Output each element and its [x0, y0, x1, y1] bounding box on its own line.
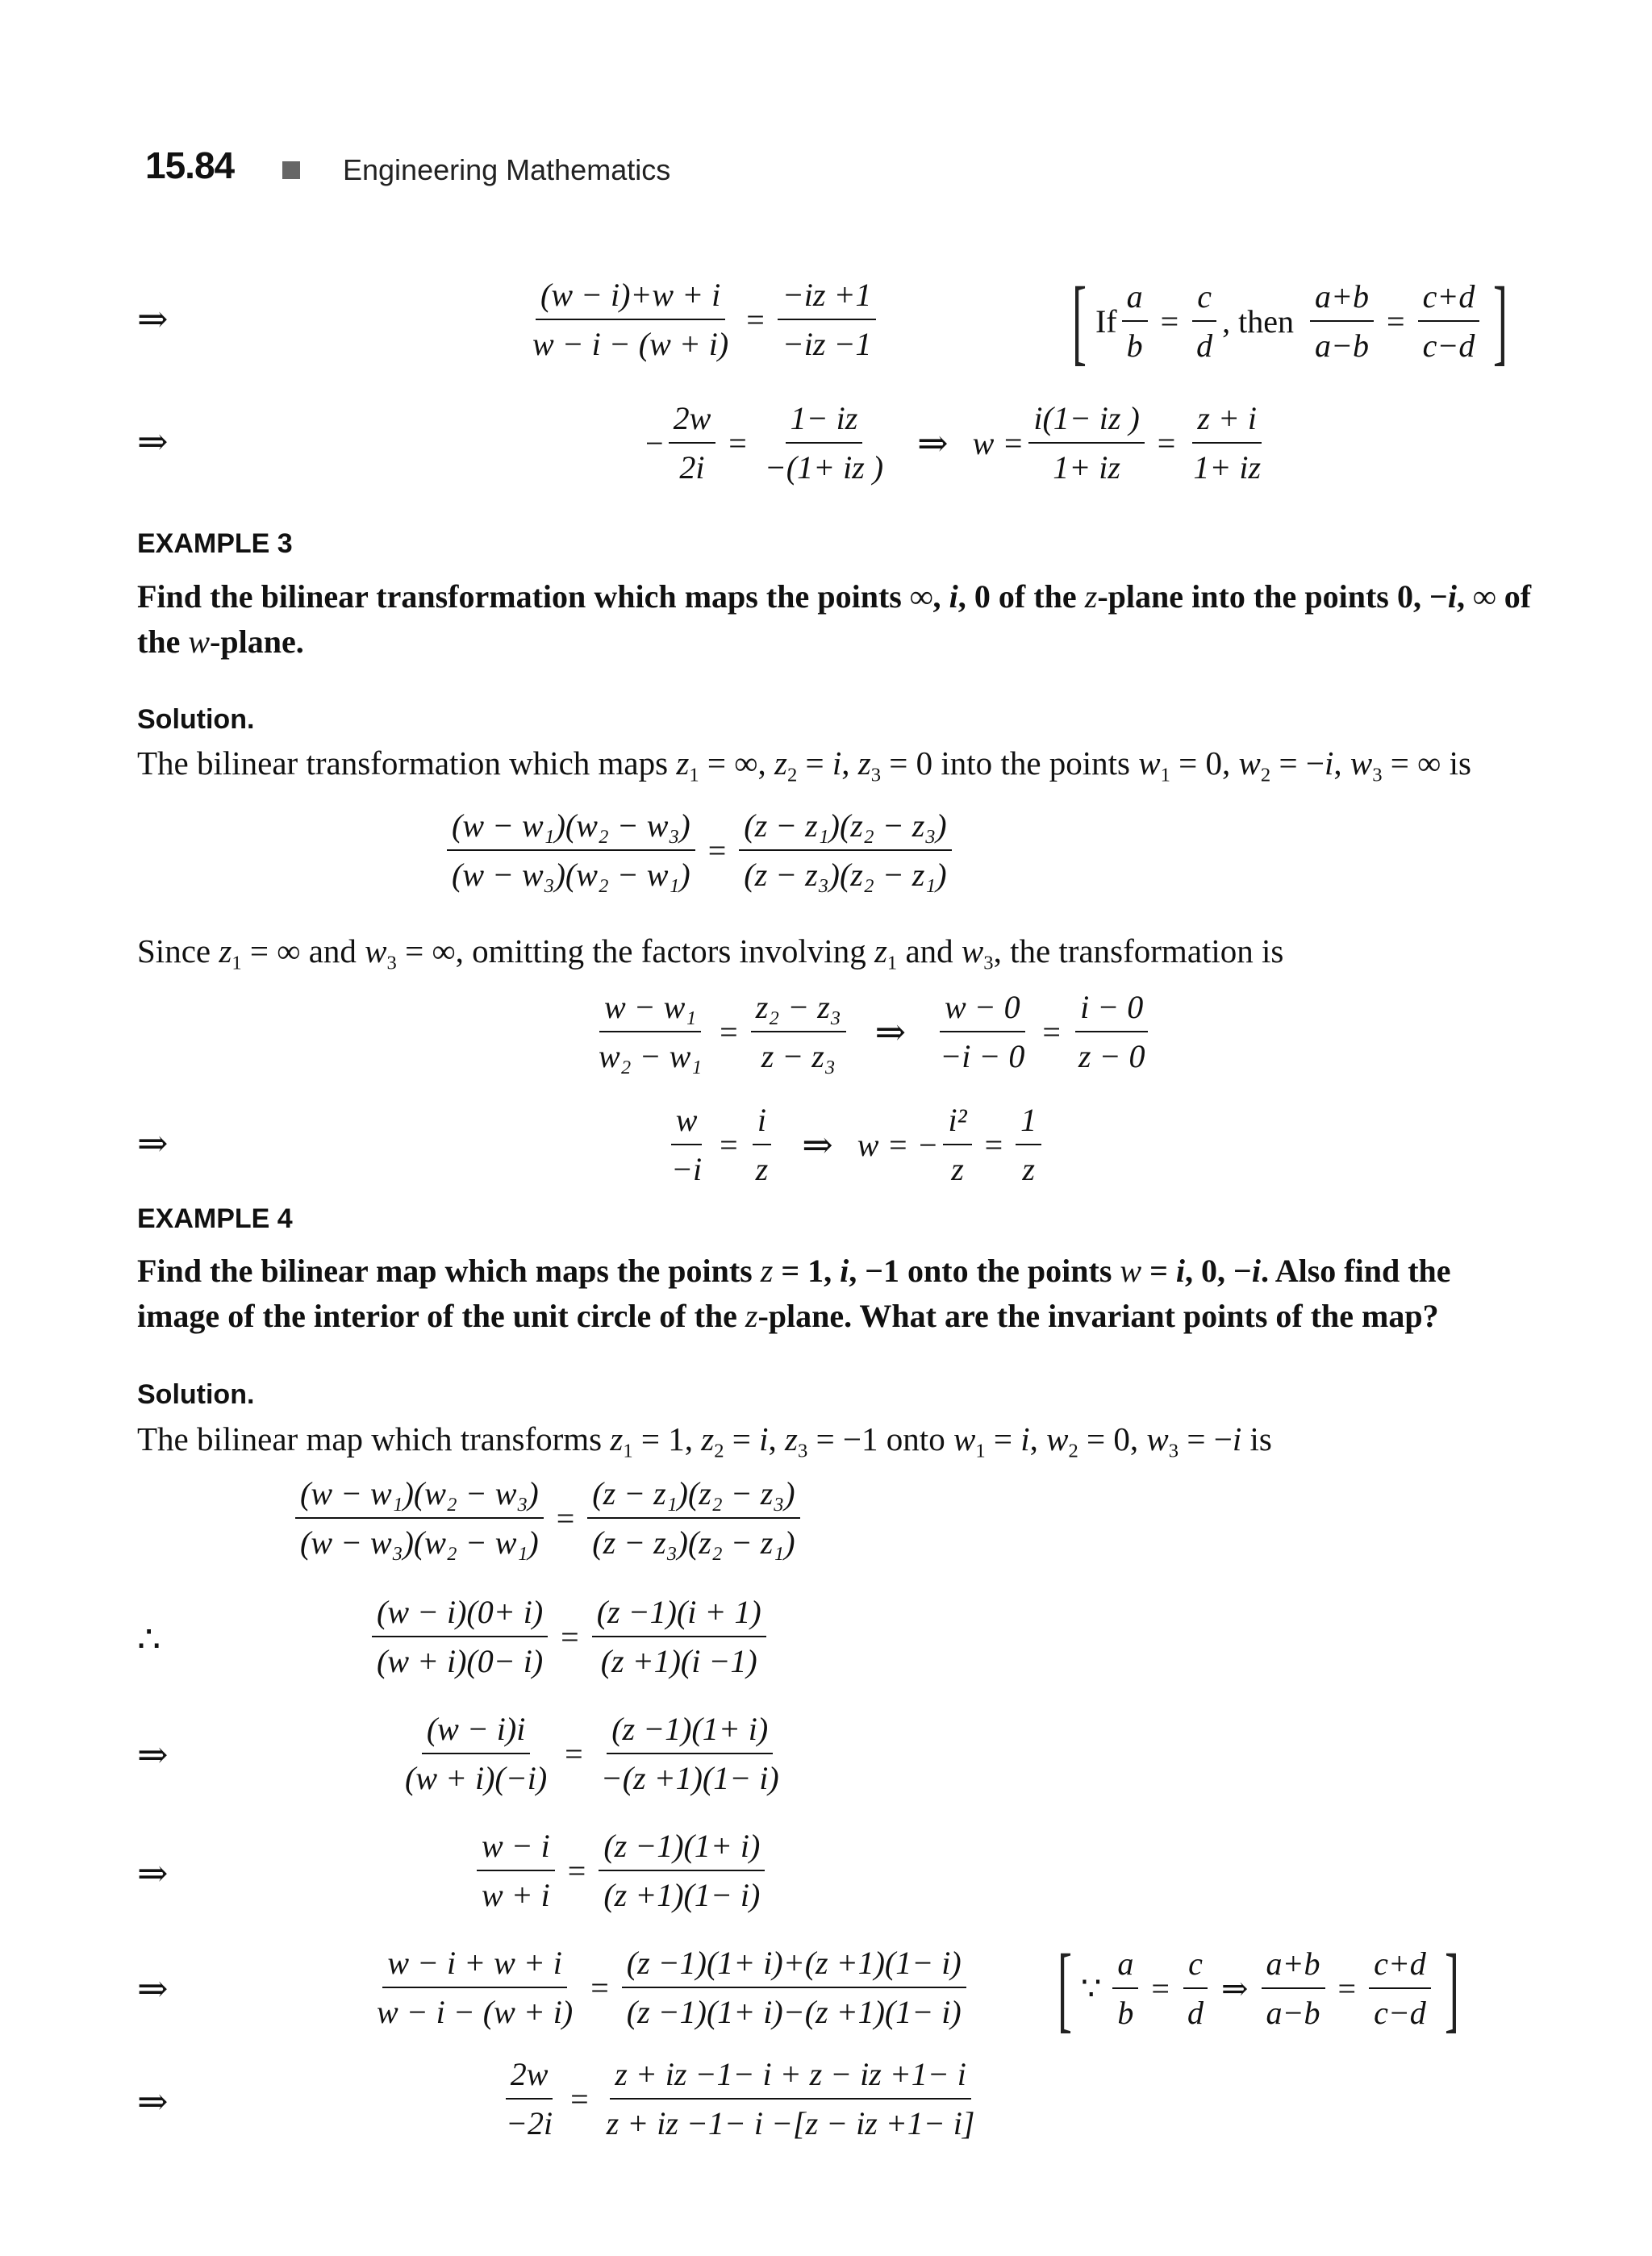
equation: $\frac{\text{w − w₁}}{\text{w₂ − w₁}}$ = $\frac{\text{z₂ − z₃}}{\text{z − z₃}}$ ⇒ $\frac{w - 0}{-i - 0}$ = $\frac{i - 0}{z - 0}$ — [589, 988, 1154, 1075]
hint-bracket: [ If $\frac{a}{b}$ = $\frac{c}{d}$ , then $\frac{a+b}{a-b}$ = $\frac{c+d}{c-d}$ ] — [1071, 267, 1508, 374]
example-4-solution-label: Solution. — [137, 1379, 255, 1410]
implies-symbol: ⇒ — [137, 1734, 169, 1775]
example-4-problem: Find the bilinear map which maps the points z = 1, i, −1 onto the points w = i, 0, −i. Also find the image of the interior of the unit circle of the z-plane. What are the invariant points of the map? — [137, 1253, 1451, 1334]
equation: $\frac{w - i}{w + i}$ = $\frac{(z -1)(1+ i)}{(z +1)(1- i)}$ — [472, 1827, 770, 1914]
example-4-heading: EXAMPLE 4 — [137, 1203, 293, 1234]
equation: $\frac{w - i + w + i}{w - i - (w + i)}$ = $\frac{(z -1)(1+ i)+(z +1)(1- i)}{(z -1)(1+ i)-(z +1)(1- i)}$ — [367, 1944, 971, 2031]
cross-ratio-equation: $\frac{\text{(w − w₁)(w₂ − w₃)}}{\text{(w − w₃)(w₂ − w₁)}}$ = $\frac{\text{(z − z₁)(z₂ − z₃)}}{\text{(z − z₃)(z₂ − z₁)}}$ — [290, 1474, 805, 1562]
implies-symbol: ⇒ — [137, 2081, 169, 2122]
example-3-solution-label: Solution. — [137, 704, 255, 735]
implies-symbol: ⇒ — [137, 298, 169, 340]
example-3-line-1: The bilinear transformation which maps $z_1$ = ∞, $z_2 = i$, $z_3 = 0$ into the points $w_1 = 0$, $w_2 = -i$, $w_3$ = ∞ is — [137, 744, 1471, 786]
implies-symbol: ⇒ — [137, 421, 169, 462]
equation: $\frac{(w - i)+w + i}{w - i - (w + i)}$ = $\frac{-iz +1}{-iz -1}$ — [523, 276, 881, 363]
header-square-icon — [282, 161, 300, 179]
implies-symbol: ⇒ — [137, 1853, 169, 1894]
equation: $\frac{2w}{-2i}$ = $\frac{z + iz -1- i + z - iz +1- i}{z + iz -1- i -[z - iz +1- i]}$ — [506, 2056, 975, 2141]
implies-symbol: ⇒ — [137, 1968, 169, 2009]
equation: $\frac{(w - i)(0+ i)}{(w + i)(0- i)}$ = $\frac{(z -1)(i + 1)}{(z +1)(i -1)}$ — [367, 1593, 771, 1680]
equation: $\frac{w}{-i}$ = $\frac{i}{z}$ ⇒ w = − $\frac{\text{i²}}{z}$ = $\frac{1}{z}$ — [661, 1101, 1046, 1188]
equation: − $\frac{2w}{2i}$ = $\frac{1- iz}{-(1+ iz )}$ ⇒ w = $\frac{i(1- iz )}{1+ iz}$ = $\frac{z + i}{1+ iz}$ — [645, 400, 1262, 486]
example-3-heading: EXAMPLE 3 — [137, 528, 293, 559]
cross-ratio-equation: $\frac{\text{(w − w₁)(w₂ − w₃)}}{\text{(w − w₃)(w₂ − w₁)}}$ = $\frac{\text{(z − z₁)(z₂ − z₃)}}{\text{(z − z₃)(z₂ − z₁)}}$ — [442, 807, 957, 894]
therefore-symbol: ∴ — [137, 1619, 161, 1660]
equation: $\frac{(w - i)i}{(w + i)(-i)}$ = $\frac{(z -1)(1+ i)}{-(z +1)(1- i)}$ — [405, 1711, 779, 1796]
example-3-line-2: Since $z_1$ = ∞ and $w_3$ = ∞, omitting the factors involving $z_1$ and $w_3$, the transformation is — [137, 932, 1284, 974]
example-3-problem: Find the bilinear transformation which maps the points ∞, i, 0 of the z-plane into the points 0, −i, ∞ of the w-plane. — [137, 578, 1532, 660]
hint-bracket: [ ∵ $\frac{a}{b}$ = $\frac{c}{d}$ ⇒ $\frac{a+b}{a-b}$ = $\frac{c+d}{c-d}$ ] — [1057, 1934, 1459, 2041]
example-4-line-1: The bilinear map which transforms $z_1 = 1$, $z_2 = i$, $z_3 = -1$ onto $w_1 = i$, $w_2 = 0$, $w_3 = -i$ is — [137, 1420, 1272, 1462]
implies-symbol: ⇒ — [137, 1123, 169, 1164]
page-number: 15.84 — [145, 144, 235, 186]
book-title: Engineering Mathematics — [343, 153, 671, 186]
